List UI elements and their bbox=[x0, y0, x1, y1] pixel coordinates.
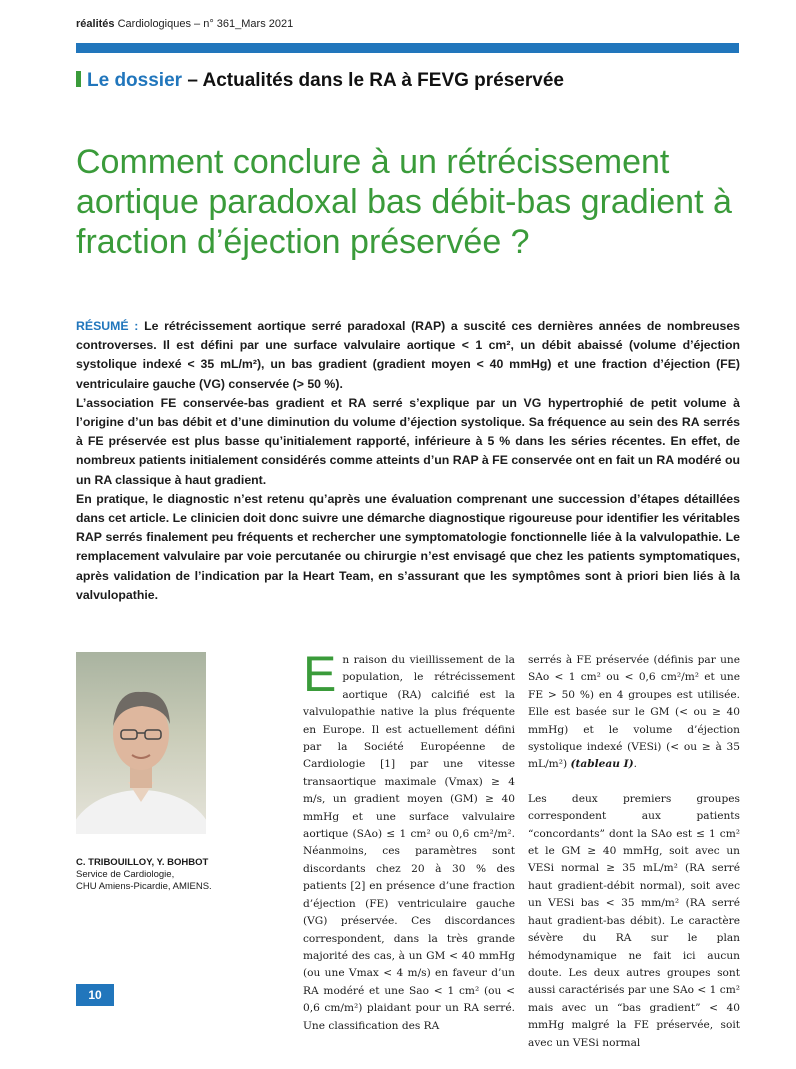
author-block bbox=[76, 857, 276, 893]
abstract-label: RÉSUMÉ : bbox=[76, 319, 139, 333]
journal-name: réalités bbox=[76, 18, 115, 30]
body-text-2: serrés à FE préservée (définis par une SAo < 1 cm² ou < 0,6 cm²/m² et une FE > 50 %) en 4 groupes est utilisée. Elle est basée sur le GM (< ou ≥ 40 mmHg) et le volume d’éjection systolique indexé (VESi) (< ou ≥ à 35 mL/m²) bbox=[528, 654, 740, 771]
body-column-2: serrés à FE préservée (définis par une SAo < 1 cm² ou < 0,6 cm²/m² et une FE > 50 %) en 4 groupes est utilisée. Elle est basée sur le GM (< ou ≥ 40 mmHg) et le volume d’éjection systolique indexé (VESi) (< ou ≥ à 35 mL/m²) (tableau I). Les deux premiers groupes correspondent aux patients “concordants” dont la SAo est ≤ 1 cm² et le GM ≥ 40 mmHg, soit avec un VESi normal ≥ 35 mL/m² (RA serré haut gradient-débit normal), soit avec un VESi bas < 35 mm/m² (RA serré haut gradient-bas débit). Le caractère sévère du RA sur le plan hémodynamique ne fait ici aucun doute. Les deux autres groupes sont aussi caractérisés par une SAo < 1 cm² mais avec un “bas gradient” < 40 mmHg malgré la FE préservée, soit avec un VESi normal bbox=[528, 652, 740, 1069]
abstract bbox=[76, 317, 740, 605]
body-text-1: n raison du vieillissement de la population, le rétrécissement aortique (RA) calcifié est la valvulopathie native la plus fréquente en Europe. Il est actuellement défini par la Société Européenne de Cardiologie [1] par une vitesse transaortique maximale (Vmax) ≥ 4 m/s, un gradient moyen (GM) ≥ 40 mmHg et une surface valvulaire aortique (SAo) ≤ 1 cm² ou 0,6 cm²/m². Néanmoins, ces paramètres sont discordants chez 20 à 30 % des patients [2] en présence d’une fraction d’éjection (FE) ventriculaire gauche (VG) préservée. Ces discordances correspondent, dans la très grande majorité des cas, à un GM < 40 mmHg (ou une Vmax < 4 m/s) en faveur d’un RA modéré et une Sao < 1 cm² (ou < 0,6 cm/m²) plaidant pour un RA serré. Une classification des RA bbox=[303, 654, 515, 1032]
author-names: C. TRIBOUILLOY, Y. BOHBOT bbox=[76, 857, 209, 868]
article-title: Comment conclure à un rétrécissement aortique paradoxal bas débit-bas gradient à fraction d’éjection préservée ? bbox=[76, 143, 732, 261]
section-title: – Actualités dans le RA à FEVG préservée bbox=[187, 70, 564, 91]
section-label: Le dossier bbox=[87, 70, 183, 91]
author-photo bbox=[76, 652, 206, 834]
abstract-paragraph-1: Le rétrécissement aortique serré paradoxal (RAP) a suscité ces dernières années de nombreuses controverses. Il est défini par une surface valvulaire aortique < 1 cm², un débit abaissé (volume d’éjection systolique indexé < 35 mL/m²), un bas gradient (gradient moyen < 40 mmHg) et une fraction d’éjection (FE) ventriculaire gauche (VG) conservée (> 50 %). bbox=[76, 319, 741, 391]
abstract-paragraph-2: L’association FE conservée-bas gradient et RA serré s’explique par un VG hypertrophié de petit volume à l’origine d’un bas débit et d’une diminution du volume d’éjection systolique. Sa fréquence au sein des RA serrés à FE préservée est plus basse qu’initialement rapporté, inférieure à 5 % dans les séries récentes. En effet, de nombreux patients initialement considérés comme atteints d’un RAP à FE conservée ont en fait un RA modéré ou un RA classique à haut gradient. bbox=[76, 395, 740, 487]
abstract-paragraph-3: En pratique, le diagnostic n’est retenu qu’après une évaluation comprenant une succession d’étapes détaillées dans cet article. Le clinicien doit donc suivre une démarche diagnostique rigoureuse pour identifier les véritables RAP serrés finalement peu fréquents et rechercher une symptomatologie fonctionnelle liée à la valvulopathie. Le remplacement valvulaire par voie percutanée ou chirurgie n’est envisagé que chez les patients symptomatiques, après validation de l’indication par la Heart Team, en s’assurant que les symptômes sont à priori bien liés à la valvulopathie. bbox=[76, 491, 740, 602]
journal-header bbox=[76, 18, 293, 30]
author-hospital: CHU Amiens-Picardie, AMIENS. bbox=[76, 881, 212, 892]
body-text-3: Les deux premiers groupes correspondent aux patients “concordants” dont la SAo est ≤ 1 cm² et le GM ≥ 40 mmHg, soit avec un VESi normal ≥ 35 mL/m² (RA serré haut gradient-débit normal), soit avec un VESi bas < 35 mm/m² (RA serré haut gradient-bas débit). Le caractère sévère du RA sur le plan hémodynamique ne fait ici aucun doute. Les deux autres groupes sont aussi caractérisés par une SAo < 1 cm² mais avec un “bas gradient” < 40 mmHg malgré la FE préservée, soit avec un VESi normal bbox=[528, 792, 740, 1049]
journal-issue: Cardiologiques – n° 361_Mars 2021 bbox=[117, 18, 294, 30]
section-marker bbox=[76, 71, 81, 87]
page-number: 10 bbox=[76, 984, 114, 1006]
table-reference: (tableau I) bbox=[570, 758, 634, 771]
drop-cap: E bbox=[303, 646, 337, 702]
section-heading bbox=[76, 70, 564, 92]
author-department: Service de Cardiologie, bbox=[76, 869, 175, 880]
body-column-1 bbox=[303, 646, 515, 1035]
header-rule bbox=[76, 43, 739, 53]
